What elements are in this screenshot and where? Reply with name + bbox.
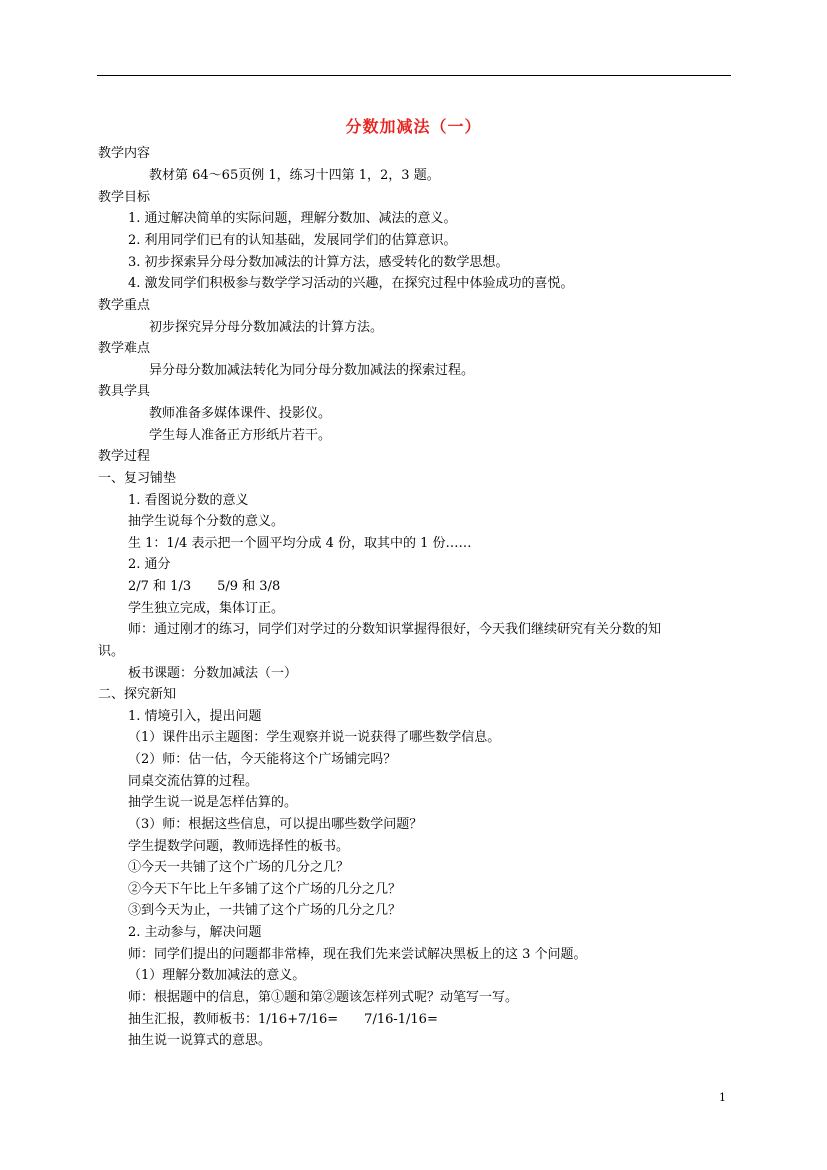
- text-line: 学生每人准备正方形纸片若干。: [149, 428, 332, 443]
- list-item: 1. 通过解决简单的实际问题，理解分数加、减法的意义。: [128, 211, 457, 226]
- section-heading: 教学重点: [98, 298, 151, 313]
- list-item: 4. 激发同学们积极参与数学学习活动的兴趣，在探究过程中体验成功的喜悦。: [128, 276, 574, 291]
- text-line: 抽生汇报，教师板书：1/16+7/16= 7/16-1/16=: [128, 1012, 438, 1027]
- page-title: 分数加减法（一）: [345, 117, 482, 136]
- list-item: ③到今天为止，一共铺了这个广场的几分之几？: [128, 903, 402, 918]
- text-line: 教师准备多媒体课件、投影仪。: [149, 406, 332, 421]
- text-line: 识。: [98, 644, 125, 659]
- text-line: 抽学生说每个分数的意义。: [128, 514, 285, 529]
- text-line: 初步探究异分母分数加减法的计算方法。: [149, 320, 384, 335]
- section-heading: 二、探究新知: [98, 687, 177, 702]
- text-line: 学生提数学问题，教师选择性的板书。: [128, 839, 350, 854]
- text-line: 抽学生说一说是怎样估算的。: [128, 795, 298, 810]
- list-item: 1. 情境引入，提出问题: [128, 709, 262, 724]
- section-heading: 教学目标: [98, 190, 151, 205]
- text-line: 师：根据题中的信息，第①题和第②题该怎样列式呢？动笔写一写。: [128, 990, 519, 1005]
- text-line: 2/7 和 1/3 5/9 和 3/8: [128, 579, 281, 594]
- list-item: ①今天一共铺了这个广场的几分之几？: [128, 860, 350, 875]
- text-line: 师：同学们提出的问题都非常棒，现在我们先来尝试解决黑板上的这 3 个问题。: [128, 947, 587, 962]
- text-line: 师：通过刚才的练习，同学们对学过的分数知识掌握得很好，今天我们继续研究有关分数的知: [128, 622, 662, 637]
- text-line: 抽生说一说算式的意思。: [128, 1033, 272, 1048]
- page-number: 1: [719, 1091, 726, 1104]
- header-rule: [97, 75, 731, 76]
- list-item: 1. 看图说分数的意义: [128, 493, 249, 508]
- text-line: 教材第 64～65页例 1，练习十四第 1，2，3 题。: [149, 168, 440, 183]
- list-item: 3. 初步探索异分母分数加减法的计算方法，感受转化的数学思想。: [128, 255, 509, 270]
- text-line: （3）师：根据这些信息，可以提出哪些数学问题？: [128, 817, 423, 832]
- list-item: 2. 利用同学们已有的认知基础，发展同学们的估算意识。: [128, 233, 457, 248]
- text-line: （1）课件出示主题图：学生观察并说一说获得了哪些数学信息。: [128, 730, 501, 745]
- text-line: （2）师：估一估，今天能将这个广场铺完吗？: [128, 752, 397, 767]
- list-item: 2. 通分: [128, 557, 171, 572]
- text-line: 异分母分数加减法转化为同分母分数加减法的探索过程。: [149, 363, 475, 378]
- text-line: 学生独立完成，集体订正。: [128, 601, 285, 616]
- text-line: 生 1：1/4 表示把一个圆平均分成 4 份，取其中的 1 份……: [128, 536, 472, 551]
- section-heading: 一、复习铺垫: [98, 471, 177, 486]
- list-item: 2. 主动参与，解决问题: [128, 925, 262, 940]
- section-heading: 教具学具: [98, 384, 151, 399]
- section-heading: 教学难点: [98, 341, 151, 356]
- text-line: 同桌交流估算的过程。: [128, 774, 259, 789]
- text-line: （1）理解分数加减法的意义。: [128, 968, 306, 983]
- section-heading: 教学内容: [98, 146, 151, 161]
- section-heading: 教学过程: [98, 449, 151, 464]
- list-item: ②今天下午比上午多铺了这个广场的几分之几？: [128, 882, 402, 897]
- text-line: 板书课题：分数加减法（一）: [128, 666, 298, 681]
